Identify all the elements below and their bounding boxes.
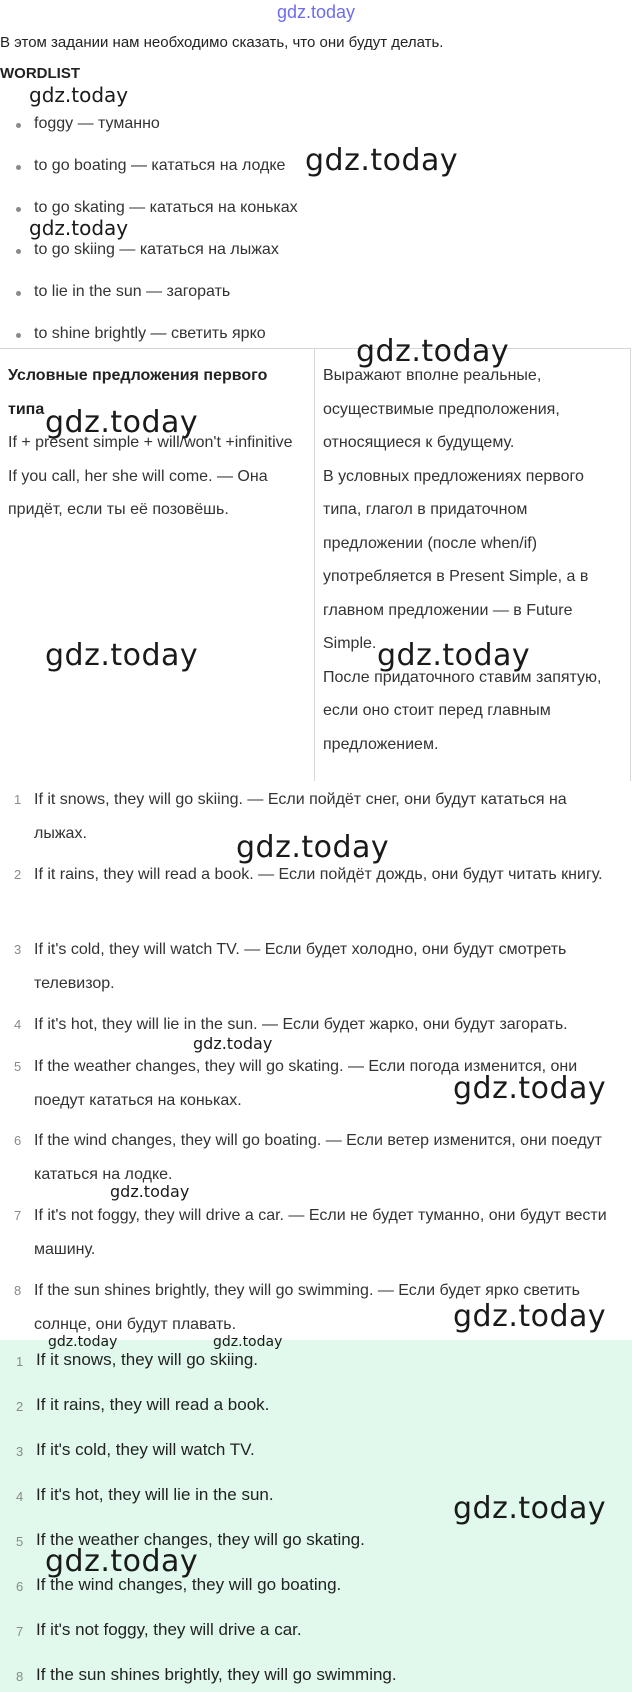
rule-example: If you call, her she will come. — Она придёт, если ты её позовёшь.: [8, 467, 268, 518]
watermark: gdz.today: [453, 1299, 607, 1334]
bullet-icon: [16, 291, 21, 296]
answer-text: If it rains, they will read a book.: [36, 1395, 270, 1414]
translation-text: If it's not foggy, they will drive a car. — Если не будет туманно, они будут вести машину.: [34, 1207, 607, 1258]
item-number: 6: [16, 1579, 24, 1594]
watermark: gdz.today: [305, 143, 459, 178]
item-number: 1: [16, 1354, 24, 1369]
watermark: gdz.today: [236, 830, 390, 865]
answer-text: If the weather changes, they will go skating.: [36, 1530, 365, 1549]
list-item: [14, 1199, 619, 1266]
watermark: gdz.today: [453, 1071, 607, 1106]
item-number: 4: [16, 1489, 24, 1504]
rule-formula: If + present simple + will/won't +infinitive: [8, 434, 293, 451]
rule-title: Условные предложения первого типа: [8, 367, 268, 418]
bullet-icon: [16, 165, 21, 170]
wordlist-heading: WORDLIST: [0, 65, 80, 82]
answer-text: If the wind changes, they will go boating.: [36, 1575, 342, 1594]
watermark: gdz.today: [453, 1491, 607, 1526]
translation-text: If it's hot, they will lie in the sun. — Если будет жарко, они будут загорать.: [34, 1016, 568, 1033]
answer-text: If it's not foggy, they will drive a car.: [36, 1620, 302, 1639]
watermark: gdz.today: [45, 1544, 199, 1579]
rule-cell-right: [323, 359, 621, 761]
word-entry: to shine brightly — светить ярко: [34, 325, 266, 342]
translation-text: If it snows, they will go skiing. — Если пойдёт снег, они будут кататься на лыжах.: [34, 791, 567, 842]
site-logo[interactable]: gdz.today: [276, 2, 356, 22]
watermark: gdz.today: [29, 216, 129, 240]
bullet-icon: [16, 207, 21, 212]
item-number: 5: [14, 1059, 22, 1074]
item-number: 2: [16, 1399, 24, 1414]
bullet-icon: [16, 249, 21, 254]
column-divider: [314, 349, 315, 781]
item-number: 4: [14, 1017, 22, 1032]
watermark: gdz.today: [213, 1334, 283, 1350]
list-item: [14, 1008, 619, 1042]
word-entry: foggy — туманно: [34, 115, 160, 132]
watermark: gdz.today: [193, 1034, 273, 1053]
word-entry: to go skiing — кататься на лыжах: [34, 241, 279, 258]
item-number: 2: [14, 867, 22, 882]
rule-usage-note: В условных предложениях первого типа, глагол в придаточном предложении (после when/if) употребляется в Present Simple, а в главном предложении — в Future Simple.: [323, 467, 589, 652]
watermark: gdz.today: [377, 638, 531, 673]
item-number: 6: [14, 1133, 22, 1148]
answer-text: If it's hot, they will lie in the sun.: [36, 1485, 274, 1504]
watermark: gdz.today: [45, 405, 199, 440]
list-item: [14, 933, 619, 1000]
item-number: 8: [14, 1283, 22, 1298]
word-entry: to go boating — кататься на лодке: [34, 157, 286, 174]
rule-cell-left: [8, 359, 304, 527]
translation-text: If it's cold, they will watch TV. — Если будет холодно, они будут смотреть телевизор.: [34, 941, 567, 992]
item-number: 5: [16, 1534, 24, 1549]
watermark: gdz.today: [29, 83, 129, 107]
item-number: 7: [14, 1208, 22, 1223]
watermark: gdz.today: [356, 334, 510, 369]
item-number: 1: [14, 792, 22, 807]
rule-description: Выражают вполне реальные, осуществимые предположения, относящиеся к будущему.: [323, 367, 560, 451]
rule-comma-note: После придаточного ставим запятую, если оно стоит перед главным предложением.: [323, 668, 602, 753]
answer-text: If it's cold, they will watch TV.: [36, 1440, 255, 1459]
list-item: [14, 1124, 619, 1191]
bullet-icon: [16, 333, 21, 338]
answer-text: If it snows, they will go skiing.: [36, 1350, 259, 1369]
translation-text: If the wind changes, they will go boating. — Если ветер изменится, они поедут кататься на лодке.: [34, 1132, 603, 1183]
answer-text: If the sun shines brightly, they will go swimming.: [36, 1665, 397, 1684]
word-entry: to go skating — кататься на коньках: [34, 199, 298, 216]
item-number: 8: [16, 1669, 24, 1684]
item-number: 7: [16, 1624, 24, 1639]
watermark: gdz.today: [110, 1182, 190, 1201]
watermark: gdz.today: [48, 1334, 118, 1350]
translation-text: If it rains, they will read a book. — Если пойдёт дождь, они будут читать книгу.: [34, 866, 603, 883]
translation-text: If the weather changes, they will go skating. — Если погода изменится, они поедут кататься на коньках.: [34, 1058, 578, 1109]
item-number: 3: [14, 942, 22, 957]
bullet-icon: [16, 123, 21, 128]
watermark: gdz.today: [45, 638, 199, 673]
word-entry: to lie in the sun — загорать: [34, 283, 231, 300]
intro-text: В этом задании нам необходимо сказать, что они будут делать.: [0, 34, 444, 51]
translation-text: If the sun shines brightly, they will go swimming. — Если будет ярко светить солнце, они будут плавать.: [34, 1282, 580, 1333]
item-number: 3: [16, 1444, 24, 1459]
